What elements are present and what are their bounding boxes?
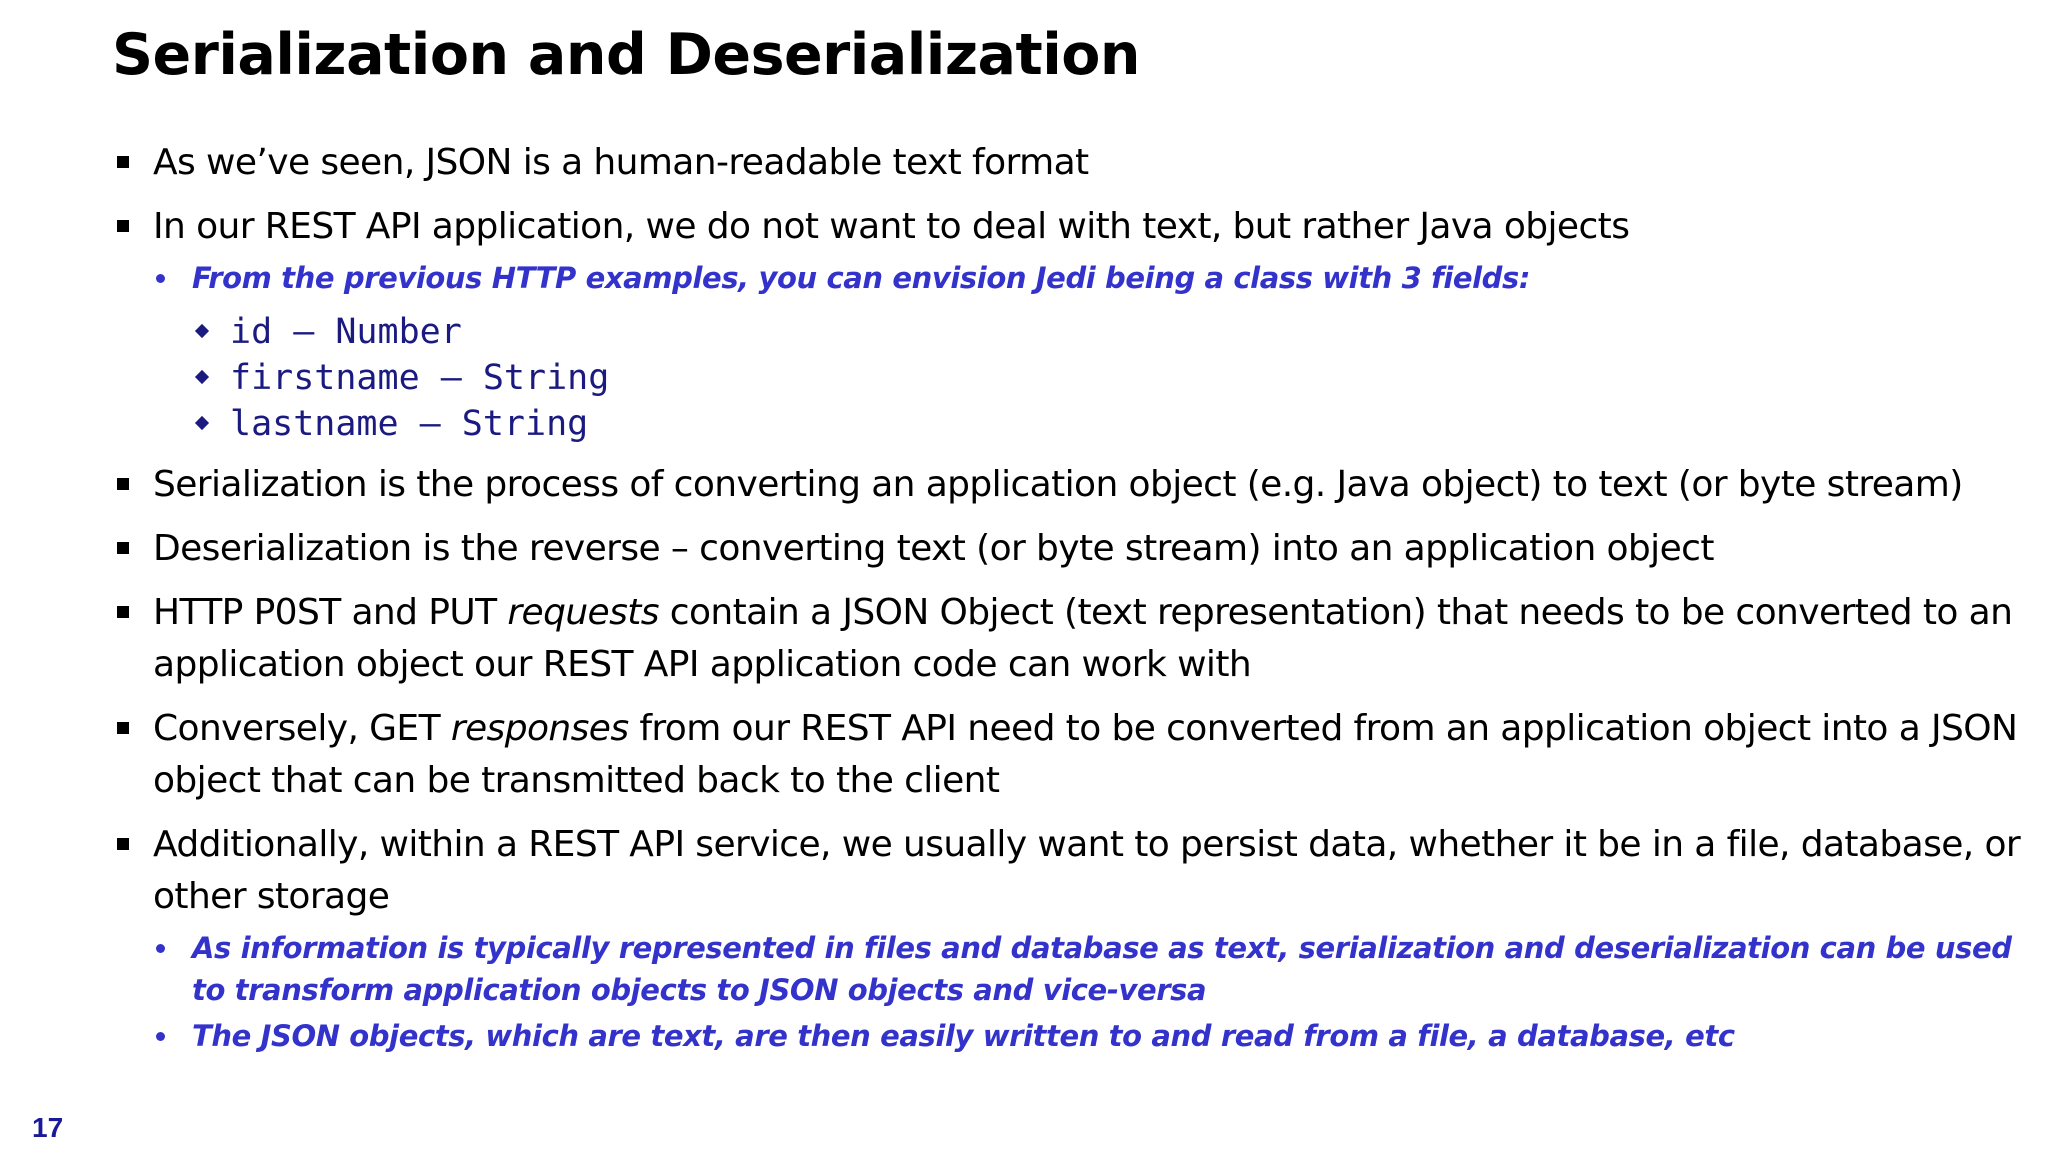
square-bullet-icon [117, 220, 129, 232]
sub-bullet-item [112, 1015, 2027, 1057]
sub-bullet-text: The JSON objects, which are text, are then easily written to and read from a file, a database, etc [192, 1019, 1735, 1053]
bullet-item [112, 137, 2027, 189]
bullet-item [112, 819, 2027, 923]
field-text: id – Number [230, 312, 462, 352]
square-bullet-icon [117, 156, 129, 168]
field-text: firstname – String [230, 358, 610, 398]
square-bullet-icon [117, 606, 129, 618]
sub-bullet-group [112, 927, 2027, 1057]
field-text: lastname – String [230, 404, 589, 444]
sub-bullet-text: From the previous HTTP examples, you can envision Jedi being a class with 3 fields: [192, 261, 1531, 295]
bullet-item [112, 703, 2027, 807]
bullet-item [112, 459, 2027, 511]
slide-title: Serialization and Deserialization [112, 22, 1141, 88]
bullet-text: Deserialization is the reverse – converting text (or byte stream) into an application object [153, 528, 1714, 569]
diamond-bullet-icon [195, 324, 209, 338]
square-bullet-icon [117, 542, 129, 554]
bullet-text-after: contain a JSON Object (text representation) that needs to be converted to an application object our REST API application code can work with [153, 592, 2013, 685]
bullet-text-before: HTTP P0ST and PUT [153, 592, 508, 633]
bullet-list [112, 137, 2027, 1069]
square-bullet-icon [117, 478, 129, 490]
square-bullet-icon [117, 838, 129, 850]
sub-bullet-item [112, 257, 2027, 299]
bullet-emphasis: responses [450, 708, 629, 749]
bullet-item [112, 201, 2027, 253]
bullet-emphasis: requests [507, 592, 659, 633]
bullet-item [112, 523, 2027, 575]
field-item-id [112, 309, 2027, 355]
bullet-item [112, 587, 2027, 691]
sub-bullet-text: As information is typically represented in files and database as text, serialization and deserialization can be used to transform application objects to JSON objects and vice-versa [192, 931, 2012, 1007]
diamond-bullet-icon [195, 416, 209, 430]
sub-bullet-item [112, 927, 2027, 1011]
bullet-text: As we’ve seen, JSON is a human-readable text format [153, 142, 1089, 183]
bullet-text: In our REST API application, we do not want to deal with text, but rather Java objects [153, 206, 1630, 247]
bullet-text-after: from our REST API need to be converted from an application object into a JSON object that can be transmitted back to the client [153, 708, 2018, 801]
bullet-text-before: Conversely, GET [153, 708, 451, 749]
field-item-firstname [112, 355, 2027, 401]
field-item-lastname [112, 401, 2027, 447]
round-bullet-icon [156, 1032, 165, 1041]
bullet-text: Serialization is the process of converting an application object (e.g. Java object) to text (or byte stream) [153, 464, 1963, 505]
round-bullet-icon [156, 274, 165, 283]
bullet-text: Additionally, within a REST API service, we usually want to persist data, whether it be in a file, database, or other storage [153, 824, 2021, 917]
square-bullet-icon [117, 722, 129, 734]
diamond-bullet-icon [195, 370, 209, 384]
sub-bullet-group [112, 257, 2027, 447]
round-bullet-icon [156, 944, 165, 953]
page-number: 17 [32, 1112, 64, 1143]
